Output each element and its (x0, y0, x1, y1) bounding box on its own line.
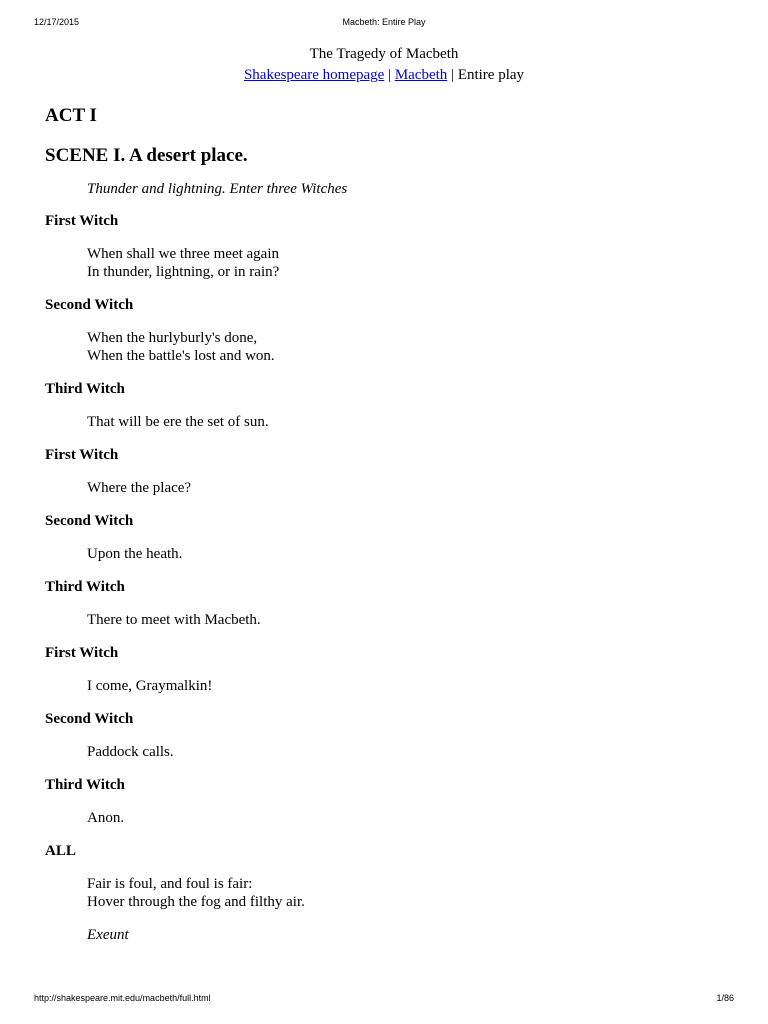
speech-line: Hover through the fog and filthy air. (87, 894, 305, 910)
speech (87, 413, 728, 431)
speech (87, 479, 728, 497)
speaker-name: First Witch (45, 213, 119, 229)
speech (87, 875, 728, 911)
speech-line: There to meet with Macbeth. (87, 612, 261, 628)
speech (87, 329, 728, 365)
speech (87, 677, 728, 695)
speaker-name: Second Witch (45, 711, 134, 727)
speech-line: Where the place? (87, 480, 192, 496)
title-block (0, 44, 768, 86)
speech-line: When the hurlyburly's done, (87, 330, 258, 346)
scene-heading: SCENE I. A desert place. (45, 145, 248, 166)
speech-line: Anon. (87, 810, 125, 826)
breadcrumb-separator: | (384, 67, 395, 83)
speaker-name: First Witch (45, 645, 119, 661)
speaker-name: Third Witch (45, 777, 125, 793)
print-footer (0, 993, 768, 1005)
breadcrumb (0, 65, 768, 86)
speech (87, 545, 728, 563)
speech-line: That will be ere the set of sun. (87, 414, 269, 430)
speaker-name: Third Witch (45, 579, 125, 595)
play-content (45, 104, 728, 958)
breadcrumb-current: Entire play (457, 67, 525, 83)
speech-line: In thunder, lightning, or in rain? (87, 264, 280, 280)
speech-line: Paddock calls. (87, 744, 174, 760)
speaker-name: First Witch (45, 447, 119, 463)
speech (87, 611, 728, 629)
speech (87, 809, 728, 827)
stage-direction: Exeunt (87, 927, 129, 943)
speech-line: Upon the heath. (87, 546, 183, 562)
speech-line: When shall we three meet again (87, 246, 279, 262)
speaker-name: Second Witch (45, 513, 134, 529)
act-heading: ACT I (45, 105, 97, 126)
page-number: 1/86 (716, 993, 734, 1003)
page-title: The Tragedy of Macbeth (309, 46, 459, 62)
shakespeare-homepage-link[interactable]: Shakespeare homepage (243, 67, 385, 83)
speech-line: When the battle's lost and won. (87, 348, 275, 364)
print-title: Macbeth: Entire Play (342, 17, 426, 27)
speech-line: I come, Graymalkin! (87, 678, 213, 694)
page-url: http://shakespeare.mit.edu/macbeth/full.html (34, 993, 211, 1003)
stage-direction: Thunder and lightning. Enter three Witches (87, 181, 348, 197)
speaker-name: ALL (45, 843, 76, 859)
breadcrumb-separator: | (447, 67, 458, 83)
speech-line: Fair is foul, and foul is fair: (87, 876, 253, 892)
print-header (0, 17, 768, 29)
speaker-name: Third Witch (45, 381, 125, 397)
speech (87, 245, 728, 281)
speech (87, 743, 728, 761)
speaker-name: Second Witch (45, 297, 134, 313)
print-date: 12/17/2015 (34, 17, 80, 27)
macbeth-link[interactable]: Macbeth (394, 67, 448, 83)
